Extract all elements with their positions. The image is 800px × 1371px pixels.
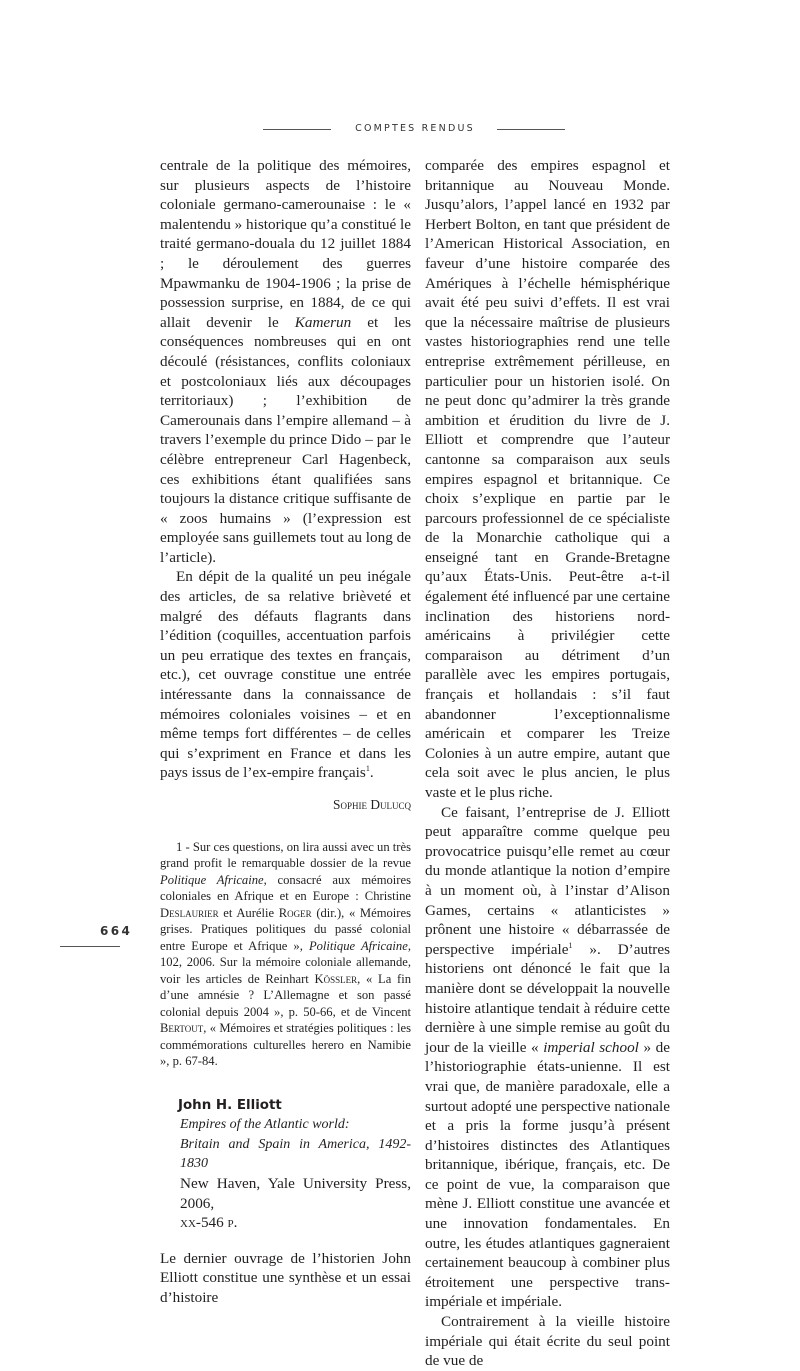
header-rule-left	[263, 129, 331, 130]
footnote-ref[interactable]: 1	[568, 940, 573, 950]
running-header	[0, 121, 800, 137]
footnote-ref[interactable]: 1	[365, 764, 370, 774]
italic-term: imperial school	[543, 1038, 639, 1056]
page-number-rule	[60, 946, 120, 947]
running-header-title: COMPTES RENDUS	[355, 123, 475, 134]
book-pages: xx-546 p.	[180, 1214, 238, 1232]
footnote: 1 - Sur ces questions, on lira aussi avec un très grand profit le remarquable dossier de la revue Politique Africaine, consacré aux mémoires coloniales en Afrique et en Europe : Christine Deslaurier et Aurélie Roger (dir.), « Mémoires grises. Pratiques politiques du passé colonial entre Europe et Afrique », Politique Africaine, 102, 2006. Sur la mémoire coloniale allemande, voir les articles de Reinhart Kössler, « La fin d’une amnésie ? L’Allemagne et son passé colonial depuis 2004 », p. 50-66, et de Vincent Bertout, « Mémoires et stratégies politiques : les commémorations culturelles herero en Namibie », p. 67-84.	[160, 839, 411, 1069]
review-signature: Sophie Dulucq	[333, 797, 411, 812]
right-column	[425, 156, 670, 1371]
book-publisher: New Haven, Yale University Press, 2006,	[180, 1174, 411, 1212]
book-title-line-1: Empires of the Atlantic world:	[180, 1117, 350, 1133]
right-paragraph-1: comparée des empires espagnol et britannique au Nouveau Monde. Jusqu’alors, l’appel lancé en 1932 par Herbert Bolton, en tant que président de l’American Historical Association, en faveur d’une histoire comparée des Amériques à l’échelle hémisphérique avait été peu suivi d’effets. Il est vrai que la nécessaire maîtrise de plusieurs vastes historiographies rend une telle entreprise extrêmement périlleuse, en particulier pour un historien isolé. On ne peut donc qu’admirer la très grande ambition et érudition du livre de J. Elliott et comprendre que l’auteur cantonne sa comparaison aux seuls empires espagnol et britannique. Ce choix s’explique en partie par le parcours professionnel de ce spécialiste de la Monarchie catholique qui a enseigné tant en Grande-Bretagne qu’aux États-Unis. Peut-être a-t-il également été influencé par une certaine inclination des historiens nord-américains à privilégier cette comparaison au détriment d’un parallèle avec les empires portugais, français et hollandais : s’il faut abandonner l’exceptionnalisme américain et comparer les Treize Colonies à un autre empire, autant que cela soit avec le plus ancien, le plus vaste et le plus riche.	[425, 157, 670, 801]
italic-term: Kamerun	[294, 313, 352, 331]
book-author: John H. Elliott	[178, 1097, 282, 1113]
left-paragraph-1: centrale de la politique des mémoires, sur plusieurs aspects de l’histoire coloniale germano-camerounaise : le « malentendu » historique qu’a constitué le traité germano-douala du 12 juillet 1884 ; le déroulement des guerres Mpawmanku de 1904-1906 ; la prise de possession surprise, en 1884, de ce qui allait devenir le Kamerun et les conséquences nombreuses qui en ont découlé (résistances, conflits coloniaux et postcoloniaux liés aux découpages territoriaux) ; l’exhibition de Camerounais dans l’empire allemand – à travers l’exemple du prince Dido – par le célèbre entrepreneur Carl Hagenbeck, ces exhibitions étant qualifiées sans toujours la distance critique suffisante de « zoos humains » (l’expression est employée sans guillemets tout au long de l’article).	[160, 157, 411, 566]
left-column	[160, 156, 411, 1308]
right-paragraph-3: Contrairement à la vieille histoire impériale qui était écrite du seul point de vue de	[425, 1313, 670, 1370]
left-paragraph-2: En dépit de la qualité un peu inégale des articles, de sa relative brièveté et malgré des défauts flagrants dans l’édition (coquilles, accentuation parfois un peu erratique des textes en français, etc.), cet ouvrage constitue une entrée intéressante dans la connaissance de mémoires coloniales voisines – et en même temps fort différentes – de celles qui s’expriment en France et dans les pays issus de l’ex-empire français$^1$.	[160, 568, 411, 782]
book-reference	[160, 1096, 411, 1233]
left-paragraph-3: Le dernier ouvrage de l’historien John Elliott constitue une synthèse et un essai d’histoire	[160, 1249, 411, 1306]
header-rule-right	[497, 129, 565, 130]
page-number: 664	[100, 924, 133, 938]
book-title-line-2: Britain and Spain in America, 1492-1830	[180, 1136, 411, 1172]
right-paragraph-2: Ce faisant, l’entreprise de J. Elliott peut apparaître comme quelque peu provocatrice puisqu’elle remet au cœur du monde atlantique la notion d’empire à un moment où, à l’instar d’Alison Games, certains « atlanticistes » prônent une histoire « débarrassée de perspective impériale$^1$ ». D’autres historiens ont dénoncé le fait que la manière dont se développait la nouvelle histoire atlantique tendait à réduire cette dernière à une simple remise au goût du jour de la vieille « imperial school » de l’historiographie états-unienne. Il est vrai que, de manière paradoxale, elle a surtout adopté une perspective nationale et a pris la forme jusqu’à présent d’histoires distinctes des Atlantiques britannique, ibérique, français, etc. De ce point de vue, la comparaison que mène J. Elliott constitue une avancée et une innovation fondamentales. En outre, les études atlantiques gagneraient certainement beaucoup à combiner plus étroitement une perspective trans-impériale et impériale.	[425, 803, 670, 1311]
